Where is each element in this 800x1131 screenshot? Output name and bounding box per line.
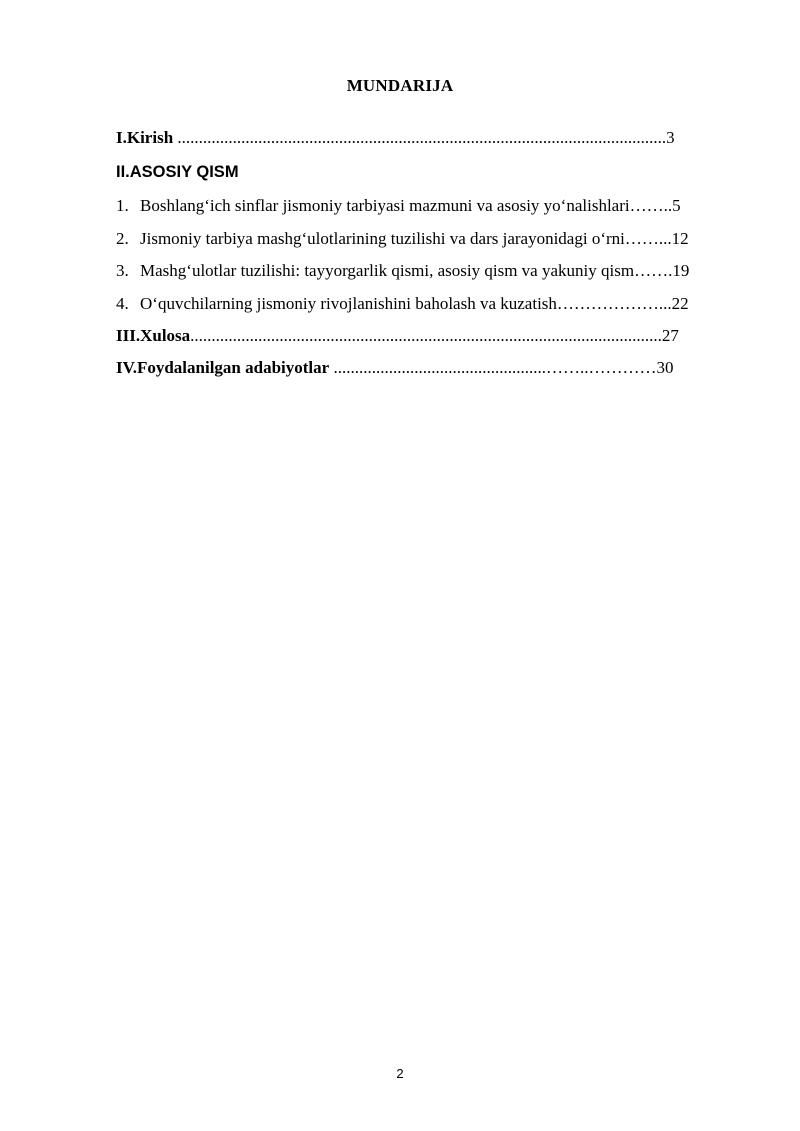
- toc-page-number: 3: [666, 128, 675, 147]
- toc-page-number: 30: [656, 358, 674, 377]
- toc-entry-label: O‘quvchilarning jismoniy rivojlanishini baholash va kuzatish: [140, 294, 557, 313]
- item-number: 1.: [116, 196, 129, 215]
- toc-entry-label: Mashg‘ulotlar tuzilishi: tayyorgarlik qismi, asosiy qism va yakuniy qism: [140, 261, 635, 280]
- toc-entry-label: IV.Foydalanilgan adabiyotlar: [116, 358, 330, 377]
- page-title: MUNDARIJA: [346, 76, 454, 95]
- toc-entry-item-1[interactable]: [116, 194, 742, 218]
- dot-leader: ...................................................................................................................: [173, 128, 667, 147]
- section-heading-label: II.ASOSIY QISM: [116, 163, 239, 181]
- toc-page-number: 12: [671, 229, 689, 248]
- toc-section-heading: [116, 160, 742, 184]
- toc-entry-conclusion[interactable]: [116, 324, 742, 348]
- toc-page-number: 5: [672, 196, 681, 215]
- item-number: 3.: [116, 261, 129, 280]
- item-number: 4.: [116, 294, 129, 313]
- dot-leader: ..............................................................................................................: [190, 326, 658, 345]
- dot-leader: ………………...: [556, 294, 672, 313]
- toc-page-number: 19: [672, 261, 690, 280]
- toc-entry-references[interactable]: [116, 356, 742, 380]
- dot-leader: ……..: [629, 196, 673, 215]
- toc-entry-label: Jismoniy tarbiya mashg‘ulotlarining tuzilishi va dars jarayonidagi o‘rni: [140, 229, 625, 248]
- toc-entry-label: I.Kirish: [116, 128, 174, 147]
- toc-entry-label: Boshlang‘ich sinflar jismoniy tarbiyasi mazmuni va asosiy yo‘nalishlari: [140, 196, 630, 215]
- toc-entry-item-4[interactable]: [116, 292, 742, 316]
- toc-entry-label: III.Xulosa: [116, 326, 191, 345]
- page-number: 2: [396, 1066, 404, 1081]
- toc-entry-item-3[interactable]: [116, 259, 742, 283]
- dot-leader: ……...: [624, 229, 672, 248]
- dot-leader: …….: [634, 261, 673, 280]
- toc-entry-intro[interactable]: [116, 126, 742, 150]
- toc-entry-item-2[interactable]: [116, 227, 742, 251]
- toc-page-number: .27: [657, 326, 679, 345]
- dot-leader: ..................................................……..…………: [329, 358, 657, 377]
- item-number: 2.: [116, 229, 129, 248]
- toc-page-number: 22: [671, 294, 689, 313]
